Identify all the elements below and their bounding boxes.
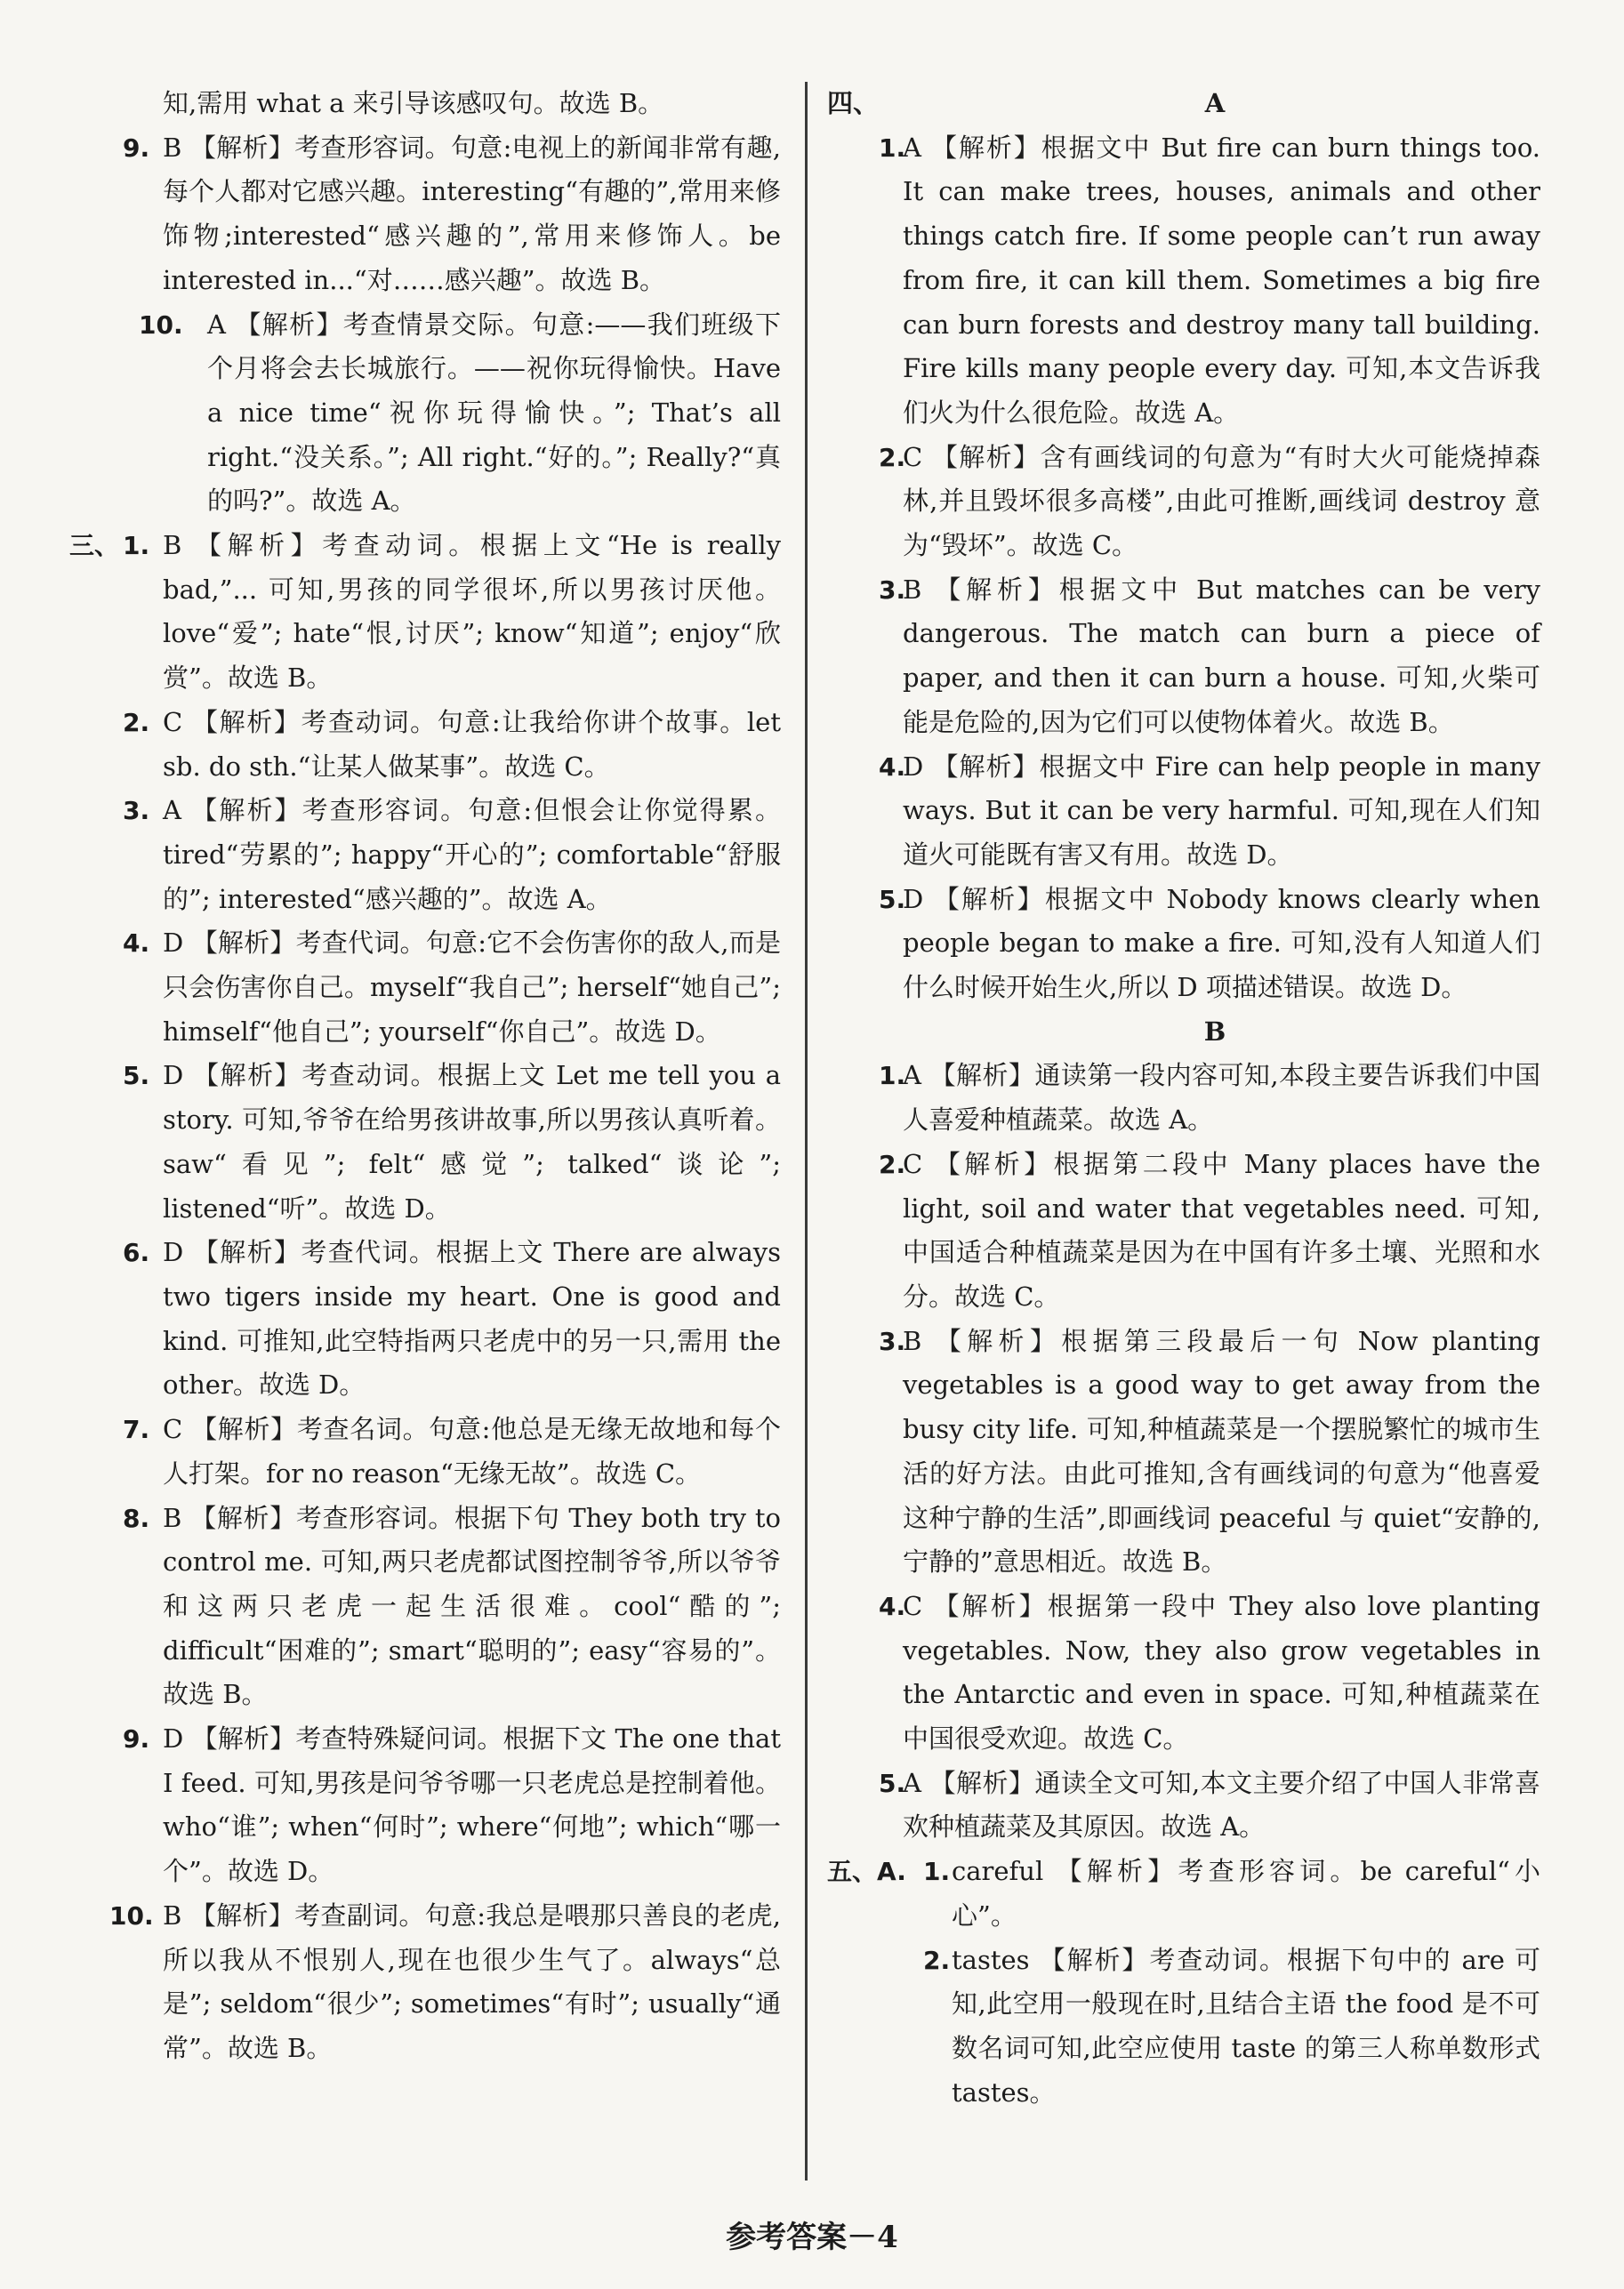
item-number: 2. [123, 707, 150, 737]
answer-item [836, 1585, 1540, 1762]
answer-item [836, 126, 1540, 436]
item-number: 9. [123, 133, 150, 163]
answer-item [69, 126, 781, 303]
item-number: 2. [879, 1149, 906, 1179]
item-text: C 【解析】考查动词。句意:让我给你讲个故事。let sb. do sth.“让某人做某事”。故选 C。 [163, 706, 781, 782]
item-number: 4. [879, 751, 906, 782]
answer-item [827, 1850, 1540, 1938]
item-number: 2. [879, 442, 906, 472]
left-column [69, 82, 781, 2071]
item-number: 1. [879, 133, 906, 163]
answer-item [69, 1231, 781, 1408]
item-text: C 【解析】含有画线词的句意为“有时大火可能烧掉森林,并且毁坏很多高楼”,由此可推断,画线词 destroy 意为“毁坏”。故选 C。 [903, 441, 1540, 561]
item-text: B 【解析】考查形容词。句意:电视上的新闻非常有趣,每个人都对它感兴趣。interesting“有趣的”,常用来修饰物;interested“感兴趣的”,常用来修饰人。be interested in...“对……感兴趣”。故选 B。 [163, 132, 781, 295]
item-number: 8. [123, 1503, 150, 1533]
item-number: 1. [123, 531, 150, 561]
item-text: C 【解析】考查名词。句意:他总是无缘无故地和每个人打架。for no reason“无缘无故”。故选 C。 [163, 1414, 781, 1489]
item-text: A 【解析】考查情景交际。句意:——我们班级下个月将会去长城旅行。——祝你玩得愉快。Have a nice time“祝你玩得愉快。”; That’s all right.“没关系。”; All right.“好的。”; Really?“真的吗?”。故选 A。 [207, 309, 781, 517]
answer-item [69, 1497, 781, 1718]
answer-item [69, 1408, 781, 1496]
answer-item [836, 1320, 1540, 1585]
answer-item [69, 921, 781, 1054]
continued-text: 知,需用 what a 来引导该感叹句。故选 B。 [163, 88, 664, 118]
item-text: B 【解析】考查形容词。根据下句 They both try to control me. 可知,两只老虎都试图控制爷爷,所以爷爷和这两只老虎一起生活很难。cool“酷的”; difficult“困难的”; smart“聪明的”; easy“容易的”。故选 B。 [163, 1502, 781, 1710]
item-number: 10. [109, 1900, 154, 1931]
item-text: B 【解析】考查动词。根据上文“He is really bad,”... 可知,男孩的同学很坏,所以男孩讨厌他。love“爱”; hate“恨,讨厌”; know“知道”; enjoy“欣赏”。故选 B。 [163, 530, 781, 694]
item-text: D 【解析】根据文中 Nobody knows clearly when people began to make a fire. 可知,没有人知道人们什么时候开始生火,所以 D 项描述错误。故选 D。 [903, 883, 1540, 1003]
answer-item [836, 568, 1540, 745]
right-column [827, 82, 1540, 2115]
answer-item [69, 303, 781, 525]
item-number: 1. [879, 1061, 906, 1091]
item-text: D 【解析】考查代词。句意:它不会伤害你的敌人,而是只会伤害你自己。myself“我自己”; herself“她自己”; himself“他自己”; yourself“你自己”。故选 D。 [163, 928, 781, 1047]
item-number: 3. [879, 574, 906, 605]
answer-item [69, 789, 781, 921]
item-text: D 【解析】根据文中 Fire can help people in many ways. But it can be very harmful. 可知,现在人们知道火可能既有害又有用。故选 D。 [903, 751, 1540, 870]
item-number: 3. [879, 1326, 906, 1356]
part-heading: B [1203, 1016, 1226, 1047]
item-number: 5. [879, 1768, 906, 1798]
item-number: 1. [923, 1857, 951, 1887]
item-number: 5. [879, 884, 906, 914]
item-text: B 【解析】根据文中 But matches can be very dangerous. The match can burn a piece of paper, and then it can burn a house. 可知,火柴可能是危险的,因为它们可以使物体着火。故选 B。 [903, 574, 1540, 737]
item-text: A 【解析】通读第一段内容可知,本段主要告诉我们中国人喜爱种植蔬菜。故选 A。 [903, 1060, 1540, 1136]
column-divider [805, 82, 808, 2181]
answer-item [836, 878, 1540, 1010]
answer-item [69, 1717, 781, 1894]
item-text: B 【解析】根据第三段最后一句 Now planting vegetables is a good way to get away from the busy city life. 可知,种植蔬菜是一个摆脱繁忙的城市生活的好方法。由此可推知,含有画线词的句意为“他喜爱这种宁静的生活”,即画线词 peaceful 与 quiet“安静的,宁静的”意思相近。故选 B。 [903, 1325, 1540, 1578]
item-number: 3. [123, 796, 150, 826]
item-text: A 【解析】通读全文可知,本文主要介绍了中国人非常喜欢种植蔬菜及其原因。故选 A。 [903, 1767, 1540, 1843]
part-heading: A [1204, 88, 1226, 118]
answer-item [69, 524, 781, 701]
answer-item [836, 1054, 1540, 1142]
item-text: C 【解析】根据第二段中 Many places have the light, soil and water that vegetables need. 可知,中国适合种植蔬菜是因为在中国有许多土壤、光照和水分。故选 C。 [903, 1148, 1540, 1312]
item-text: A 【解析】考查形容词。句意:但恨会让你觉得累。tired“劳累的”; happy“开心的”; comfortable“舒服的”; interested“感兴趣的”。故选 A。 [163, 795, 781, 914]
section-label: 五、A. [827, 1857, 906, 1887]
item-number: 2. [923, 1945, 951, 1975]
item-text: D 【解析】考查特殊疑问词。根据下文 The one that I feed. 可知,男孩是问爷爷哪一只老虎总是控制着他。who“谁”; when“何时”; where“何地”; which“哪一个”。故选 D。 [163, 1723, 781, 1887]
item-text: A 【解析】根据文中 But fire can burn things too. It can make trees, houses, animals and other things catch fire. If some people can’t run away from fire, it can kill them. Sometimes a big fire can burn forests and destroy many tall building. Fire kills many people every day. 可知,本文告诉我们火为什么很危险。故选 A。 [903, 132, 1540, 428]
item-number: 6. [123, 1238, 150, 1268]
item-number: 4. [123, 928, 150, 959]
answer-item [69, 701, 781, 789]
item-text: C 【解析】根据第一段中 They also love planting vegetables. Now, they also grow vegetables in the Antarctic and even in space. 可知,种植蔬菜在中国很受欢迎。故选 C。 [903, 1590, 1540, 1755]
answer-item [836, 1143, 1540, 1320]
answer-item [836, 1762, 1540, 1850]
section-label: 四、 [827, 88, 880, 118]
page-footer: 参考答案－4 [726, 2220, 898, 2255]
item-number: 10. [139, 309, 183, 340]
answer-item [69, 1894, 781, 2071]
answer-item [836, 745, 1540, 878]
answer-item [836, 1939, 1540, 2116]
item-number: 7. [123, 1415, 150, 1445]
item-text: D 【解析】考查代词。根据上文 There are always two tigers inside my heart. One is good and kind. 可推知,此空特指两只老虎中的另一只,需用 the other。故选 D。 [163, 1237, 781, 1401]
item-text: B 【解析】考查副词。句意:我总是喂那只善良的老虎,所以我从不恨别人,现在也很少生气了。always“总是”; seldom“很少”; sometimes“有时”; usually“通常”。故选 B。 [163, 1899, 781, 2063]
answer-item [836, 436, 1540, 568]
item-number: 4. [879, 1591, 906, 1621]
section-label: 三、 [69, 531, 120, 561]
item-text: tastes 【解析】考查动词。根据下句中的 are 可知,此空用一般现在时,且结合主语 the food 是不可数名词可知,此空应使用 taste 的第三人称单数形式 tastes。 [952, 1944, 1540, 2108]
item-text: D 【解析】考查动词。根据上文 Let me tell you a story. 可知,爷爷在给男孩讲故事,所以男孩认真听着。saw“看见”; felt“感觉”; talked“谈论”; listened“听”。故选 D。 [163, 1060, 781, 1224]
item-number: 5. [123, 1061, 150, 1091]
item-number: 9. [123, 1724, 150, 1755]
item-text: careful 【解析】考查形容词。be careful“小心”。 [952, 1856, 1540, 1931]
answer-item [69, 1054, 781, 1231]
